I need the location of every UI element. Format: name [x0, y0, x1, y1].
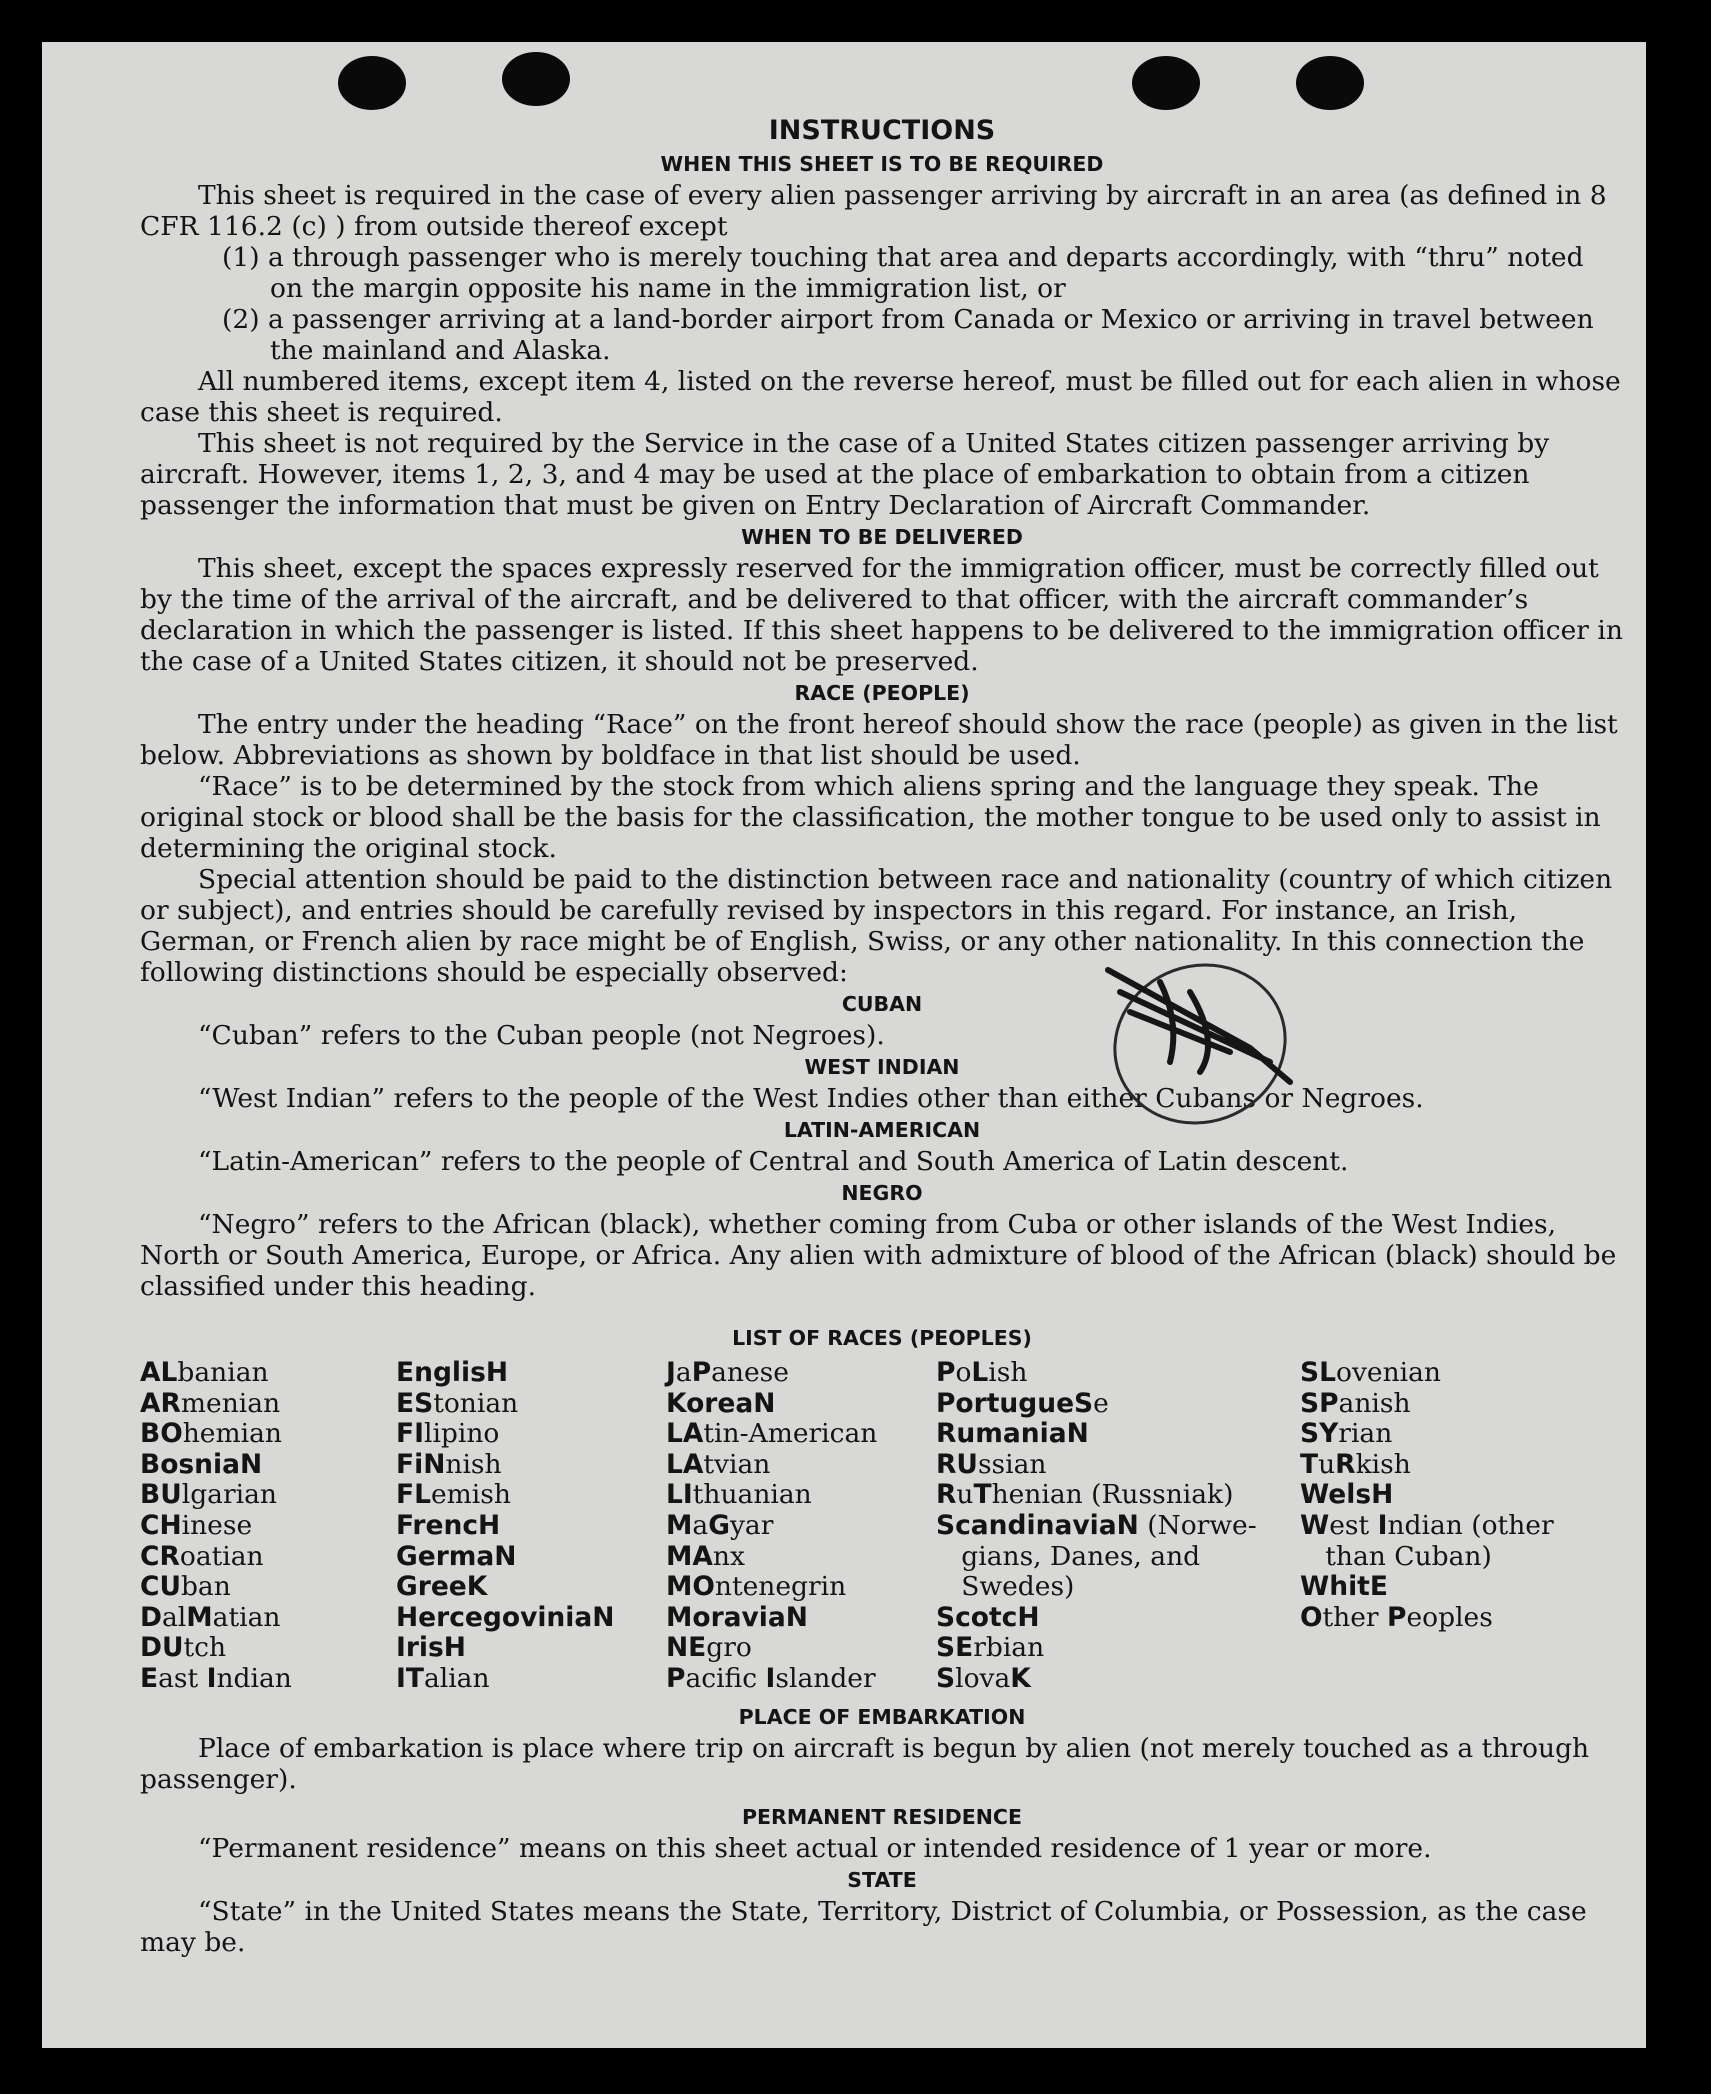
race-abbrev: N [592, 1601, 615, 1633]
race-text: ther [1322, 1601, 1388, 1633]
list-item: (2) a passenger arriving at a land-border airport from Canada or Mexico or arriving in travel between the mainland and Alaska. [222, 304, 1594, 366]
race-abbrev: E [140, 1662, 159, 1694]
race-column [140, 1358, 396, 1695]
paragraph: This sheet is not required by the Service in the case of a United States citizen passenger arriving by aircraft. However, items 1, 2, 3, and 4 may be used at the place of embarkation to obtain from a citizen passenger the information that must be given on Entry Declaration of Aircraft Commander. [140, 428, 1550, 521]
race-entry [1300, 1572, 1560, 1603]
race-entry [396, 1389, 666, 1420]
page-title: INSTRUCTIONS [768, 115, 996, 146]
race-text: anese [711, 1357, 789, 1388]
race-abbrev: IT [396, 1662, 424, 1694]
race-text: tonian [433, 1387, 519, 1419]
race-entry [1300, 1480, 1560, 1511]
race-text: lgarian [181, 1479, 277, 1511]
race-abbrev: M [186, 1601, 213, 1633]
race-abbrev: O [1300, 1601, 1323, 1633]
race-abbrev: Korea [666, 1387, 754, 1419]
race-abbrev: R [1335, 1448, 1356, 1480]
paragraph: “Race” is to be determined by the stock from which aliens spring and the language they speak. The original stock or blood shall be the basis for the classification, the mother tongue to be used only to assist in determining the original stock. [140, 771, 1601, 864]
race-text: Swedes) [936, 1571, 1075, 1603]
race-text: ban [180, 1571, 231, 1603]
race-text: eoples [1406, 1601, 1493, 1633]
race-column [396, 1358, 666, 1695]
race-abbrev: I [206, 1662, 217, 1694]
race-abbrev: CR [140, 1540, 180, 1572]
race-abbrev: N [494, 1540, 517, 1572]
race-abbrev: P [666, 1662, 686, 1694]
race-entry [936, 1603, 1300, 1634]
race-entry [1300, 1358, 1560, 1389]
race-entry [936, 1572, 1300, 1603]
race-text: a [675, 1357, 692, 1388]
section-heading: WHEN THIS SHEET IS TO BE REQUIRED [660, 152, 1104, 176]
race-abbrev: BO [140, 1418, 183, 1450]
race-abbrev: LA [666, 1418, 704, 1450]
race-abbrev: RU [936, 1448, 978, 1480]
race-text: nx [712, 1540, 745, 1572]
race-abbrev: SE [936, 1632, 974, 1664]
race-text: o [955, 1357, 972, 1388]
race-text: hemian [182, 1418, 282, 1450]
race-entry [1300, 1450, 1560, 1481]
race-entry [666, 1542, 936, 1573]
race-text: ish [988, 1357, 1028, 1388]
race-entry [936, 1664, 1300, 1695]
race-entry [1300, 1511, 1560, 1542]
paragraph: “West Indian” refers to the people of the West Indies other than either Cubans or Negroes. [198, 1083, 1424, 1114]
race-entry [140, 1542, 396, 1573]
race-abbrev: Fi [396, 1448, 424, 1480]
race-abbrev: H [478, 1509, 501, 1541]
race-entry [936, 1633, 1300, 1664]
race-text: thuanian [692, 1479, 812, 1511]
race-abbrev: P [691, 1357, 712, 1388]
race-abbrev: T [1300, 1448, 1319, 1480]
race-abbrev: Rumania [936, 1418, 1067, 1450]
section-heading: PERMANENT RESIDENCE [742, 1804, 1022, 1829]
race-abbrev: SP [1300, 1387, 1339, 1419]
race-abbrev: H [1017, 1601, 1040, 1633]
race-text: henian (Russniak) [991, 1479, 1234, 1511]
race-abbrev: H [443, 1632, 466, 1664]
race-text: tin-American [703, 1418, 878, 1450]
race-entry [666, 1450, 936, 1481]
race-text: rbian [973, 1632, 1045, 1664]
list-item: (1) a through passenger who is merely touching that area and departs accordingly, with “thru” noted on the margin opposite his name in the immigration list, or [222, 242, 1584, 304]
race-text: lipino [423, 1418, 500, 1450]
race-entry [396, 1358, 666, 1389]
race-entry [140, 1633, 396, 1664]
race-abbrev: ES [396, 1387, 434, 1419]
race-abbrev: H [1371, 1479, 1394, 1511]
race-entry [396, 1664, 666, 1695]
race-abbrev: D [140, 1601, 162, 1633]
race-text: gro [706, 1632, 752, 1664]
race-abbrev: NE [666, 1632, 707, 1664]
race-entry [140, 1419, 396, 1450]
race-abbrev: SL [1300, 1357, 1336, 1388]
race-abbrev: N [785, 1601, 808, 1633]
race-abbrev: MA [666, 1540, 713, 1572]
race-abbrev: AL [140, 1357, 178, 1388]
race-text: ovenian [1335, 1357, 1442, 1388]
race-abbrev: P [936, 1357, 956, 1388]
race-entry [936, 1389, 1300, 1420]
race-abbrev: Scotc [936, 1601, 1018, 1633]
race-entry [396, 1633, 666, 1664]
race-text: lova [955, 1662, 1011, 1694]
race-abbrev: H [485, 1357, 509, 1388]
paragraph: Special attention should be paid to the distinction between race and nationality (country of which citizen or subject), and entries should be carefully revised by inspectors in this regard. For instance, an Irish, German, or French alien by race might be of English, Swiss, or any other nationality. In this connection the following distinctions should be especially observed: [140, 864, 1613, 988]
race-abbrev: N [240, 1448, 263, 1480]
race-abbrev: N [1066, 1418, 1089, 1450]
race-abbrev: M [666, 1509, 693, 1541]
race-abbrev: Iris [396, 1632, 444, 1664]
race-text: slander [775, 1662, 876, 1694]
race-entry [1300, 1603, 1560, 1634]
race-text: yar [729, 1509, 774, 1541]
document-page [42, 42, 1646, 2048]
race-entry [666, 1664, 936, 1695]
race-entry [396, 1511, 666, 1542]
race-column [1300, 1358, 1560, 1695]
race-entry [666, 1633, 936, 1664]
race-text: banian [177, 1357, 269, 1388]
race-text: est [1329, 1509, 1378, 1541]
paragraph: “Permanent residence” means on this sheet actual or intended residence of 1 year or more. [198, 1832, 1432, 1864]
race-text: al [162, 1601, 187, 1633]
race-abbrev: N [1116, 1509, 1139, 1541]
race-entry [140, 1511, 396, 1542]
race-text: menian [180, 1387, 281, 1419]
race-entry [396, 1572, 666, 1603]
race-text: acific [685, 1662, 766, 1694]
race-text: rian [1338, 1418, 1393, 1450]
race-entry [666, 1603, 936, 1634]
race-text: ast [158, 1662, 207, 1694]
race-entry [140, 1572, 396, 1603]
race-abbrev: BU [140, 1479, 182, 1511]
race-abbrev: L [971, 1357, 989, 1388]
section-heading: NEGRO [841, 1181, 923, 1205]
race-abbrev: E [1369, 1571, 1388, 1603]
race-abbrev: LA [666, 1448, 704, 1480]
race-text: gians, Danes, and [936, 1540, 1201, 1572]
race-abbrev: S [936, 1662, 956, 1694]
race-abbrev: P [1387, 1601, 1407, 1633]
race-entry [140, 1358, 396, 1389]
race-text: kish [1355, 1448, 1411, 1480]
race-text: (Norwe- [1138, 1509, 1257, 1541]
race-entry [396, 1450, 666, 1481]
race-entry [396, 1419, 666, 1450]
section-heading: WHEN TO BE DELIVERED [741, 525, 1023, 549]
race-text: u [956, 1479, 974, 1511]
race-abbrev: Gree [396, 1571, 467, 1603]
race-text: ssian [977, 1448, 1047, 1480]
race-abbrev: LI [666, 1479, 693, 1511]
race-abbrev: Wels [1300, 1479, 1372, 1511]
race-text: e [1093, 1387, 1109, 1419]
race-abbrev: Scandinavia [936, 1509, 1117, 1541]
race-abbrev: N [753, 1387, 776, 1419]
race-text: a [692, 1509, 709, 1541]
section-heading: RACE (PEOPLE) [794, 681, 970, 705]
race-text: nish [445, 1448, 502, 1480]
race-abbrev: I [1377, 1509, 1388, 1541]
punch-hole [502, 52, 570, 106]
section-heading: LIST OF RACES (PEOPLES) [732, 1326, 1032, 1350]
race-abbrev: MO [666, 1571, 715, 1603]
race-text: atian [212, 1601, 281, 1633]
race-entry [396, 1480, 666, 1511]
race-text: alian [423, 1662, 490, 1694]
race-entry [396, 1603, 666, 1634]
race-text: anish [1338, 1387, 1411, 1419]
race-entry [1300, 1542, 1560, 1573]
section-heading: CUBAN [841, 992, 923, 1016]
instructions-body [140, 114, 1624, 1958]
race-entry [140, 1603, 396, 1634]
section-heading: WEST INDIAN [804, 1055, 960, 1079]
race-entry [140, 1450, 396, 1481]
race-entry [666, 1480, 936, 1511]
race-text: oatian [179, 1540, 264, 1572]
punch-hole [338, 56, 406, 110]
paragraph: Place of embarkation is place where trip on aircraft is begun by alien (not merely touched as a through passenger). [140, 1732, 1590, 1795]
race-entry [140, 1664, 396, 1695]
race-abbrev: I [765, 1662, 776, 1694]
race-text: inese [181, 1509, 253, 1541]
race-abbrev: W [1300, 1509, 1330, 1541]
race-entry [936, 1511, 1300, 1542]
race-entry [140, 1389, 396, 1420]
race-entry [936, 1450, 1300, 1481]
race-abbrev: SY [1300, 1418, 1339, 1450]
race-abbrev: K [1010, 1662, 1031, 1694]
race-abbrev: FL [396, 1479, 431, 1511]
paragraph: The entry under the heading “Race” on the front hereof should show the race (people) as given in the list below. Abbreviations as shown by boldface in that list should be used. [140, 709, 1618, 771]
section-heading: PLACE OF EMBARKATION [738, 1704, 1026, 1729]
section-heading: STATE [847, 1867, 917, 1892]
race-abbrev: FI [396, 1418, 424, 1450]
paragraph: This sheet, except the spaces expressly reserved for the immigration officer, must be correctly filled out by the time of the arrival of the aircraft, and be delivered to that officer, with the aircraft commander’s declaration in which the passenger is listed. If this sheet happens to be delivered to the immigration officer in the case of a United States citizen, it should not be preserved. [140, 553, 1623, 677]
race-entry [666, 1358, 936, 1389]
race-entry [936, 1419, 1300, 1450]
race-abbrev: R [936, 1479, 957, 1511]
paragraph: All numbered items, except item 4, listed on the reverse hereof, must be filled out for each alien in whose case this sheet is required. [140, 366, 1621, 428]
race-entry [936, 1542, 1300, 1573]
race-abbrev: Frenc [396, 1509, 479, 1541]
race-entry [1300, 1419, 1560, 1450]
race-entry [666, 1419, 936, 1450]
race-entry [666, 1389, 936, 1420]
race-entry [936, 1480, 1300, 1511]
race-text: u [1318, 1448, 1336, 1480]
punch-hole [1132, 56, 1200, 110]
race-abbrev: CH [140, 1509, 182, 1541]
paragraph: “State” in the United States means the State, Territory, District of Columbia, or Possession, as the case may be. [140, 1895, 1587, 1958]
race-abbrev: CU [140, 1571, 181, 1603]
race-abbrev: J [666, 1357, 676, 1388]
race-entry [396, 1542, 666, 1573]
paragraph: “Latin-American” refers to the people of Central and South America of Latin descent. [198, 1146, 1349, 1177]
race-abbrev: Englis [396, 1357, 486, 1388]
race-text: ntenegrin [714, 1571, 847, 1603]
race-entry [936, 1358, 1300, 1389]
ink-stamp-mark [1100, 952, 1310, 1138]
race-abbrev: Germa [396, 1540, 495, 1572]
race-text: emish [431, 1479, 511, 1511]
paragraph: “Cuban” refers to the Cuban people (not Negroes). [198, 1020, 885, 1051]
race-text: than Cuban) [1300, 1540, 1492, 1572]
section-heading: LATIN-AMERICAN [783, 1118, 981, 1142]
race-entry [666, 1572, 936, 1603]
race-abbrev: N [423, 1448, 446, 1480]
race-abbrev: Portugue [936, 1387, 1075, 1419]
race-abbrev: DU [140, 1632, 184, 1664]
race-abbrev: Hercegovinia [396, 1601, 593, 1633]
race-entry [666, 1511, 936, 1542]
race-abbrev: G [708, 1509, 730, 1541]
race-text: ndian (other [1387, 1509, 1554, 1541]
race-abbrev: S [1074, 1387, 1094, 1419]
punch-hole [1296, 56, 1364, 110]
race-entry [140, 1480, 396, 1511]
race-abbrev: Whit [1300, 1571, 1370, 1603]
race-list [140, 1358, 1624, 1695]
race-abbrev: Bosnia [140, 1448, 241, 1480]
race-text: tch [183, 1632, 227, 1664]
race-abbrev: Moravia [666, 1601, 786, 1633]
paragraph: “Negro” refers to the African (black), whether coming from Cuba or other islands of the West Indies, North or South America, Europe, or Africa. Any alien with admixture of blood of the African (black) should be classified under this heading. [140, 1209, 1617, 1302]
race-column [666, 1358, 936, 1695]
race-abbrev: T [973, 1479, 992, 1511]
race-abbrev: K [466, 1571, 488, 1603]
race-text: tvian [703, 1448, 771, 1480]
race-text: ndian [216, 1662, 292, 1694]
race-column [936, 1358, 1300, 1695]
race-abbrev: AR [140, 1387, 181, 1419]
paragraph: This sheet is required in the case of every alien passenger arriving by aircraft in an area (as defined in 8 CFR 116.2 (c) ) from outside thereof except [140, 180, 1607, 242]
race-entry [1300, 1389, 1560, 1420]
